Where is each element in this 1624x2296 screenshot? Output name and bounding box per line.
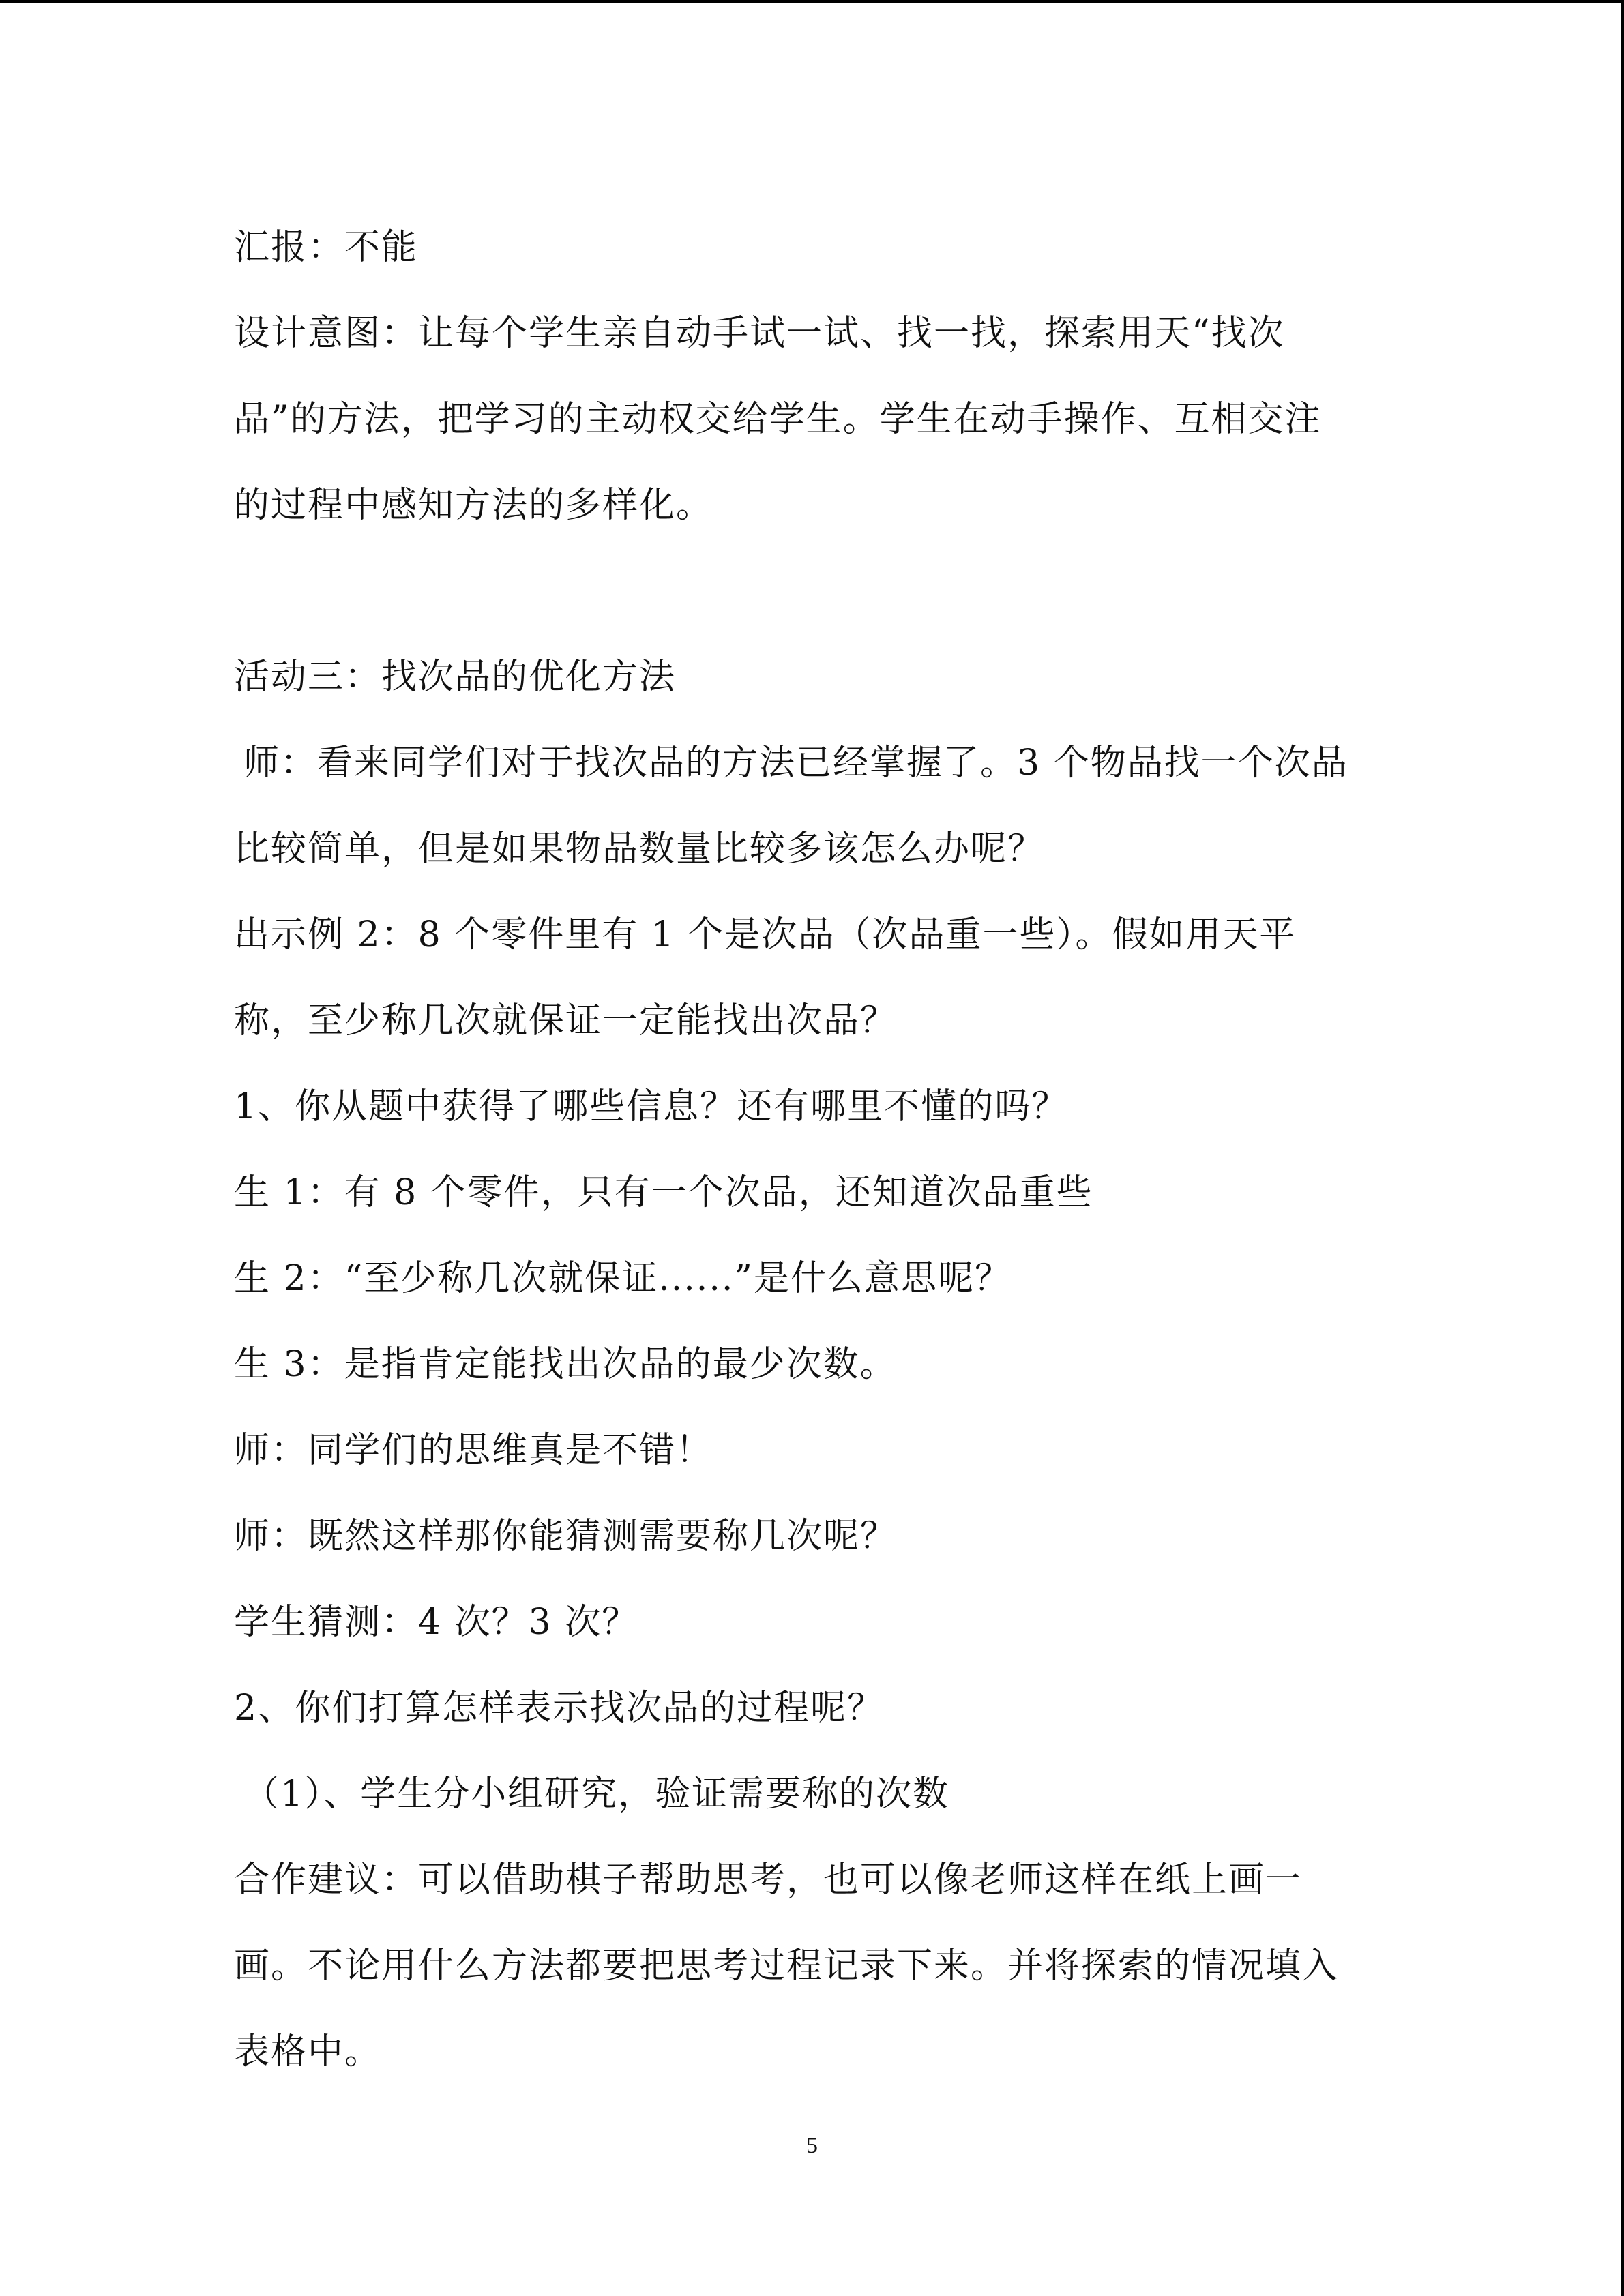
example-line-2: 称，至少称几次就保证一定能找出次品？ xyxy=(234,1000,898,1041)
teacher-question-line: 师：既然这样那你能猜测需要称几次呢？ xyxy=(234,1516,898,1557)
report-line: 汇报：不能 xyxy=(234,227,419,268)
student-2-line: 生 2：“至少称几次就保证......”是什么意思呢？ xyxy=(234,1258,1012,1299)
design-intent-line-1: 设计意图：让每个学生亲自动手试一试、找一找，探索用天“找次 xyxy=(234,313,1285,354)
design-intent-line-3: 的过程中感知方法的多样化。 xyxy=(234,485,713,526)
teacher-line-1: 师：看来同学们对于找次品的方法已经掌握了。3 个物品找一个次品 xyxy=(243,743,1348,784)
page-number: 5 xyxy=(806,2133,818,2158)
page-top-border xyxy=(0,0,1624,3)
cooperation-line-2: 画。不论用什么方法都要把思考过程记录下来。并将探索的情况填入 xyxy=(234,1945,1340,1986)
group-study-line: （1）、学生分小组研究，验证需要称的次数 xyxy=(243,1774,950,1815)
student-guess-line: 学生猜测：4 次？3 次？ xyxy=(234,1602,639,1643)
student-1-line: 生 1：有 8 个零件，只有一个次品，还知道次品重些 xyxy=(234,1172,1093,1213)
paragraph-gap xyxy=(234,548,1421,634)
question-1: 1、你从题中获得了哪些信息？还有哪里不懂的吗？ xyxy=(234,1086,1069,1127)
page-right-border xyxy=(1621,0,1624,2296)
example-line-1: 出示例 2：8 个零件里有 1 个是次品（次品重一些）。假如用天平 xyxy=(234,914,1297,955)
teacher-praise-line: 师：同学们的思维真是不错！ xyxy=(234,1430,713,1471)
document-body xyxy=(234,205,1421,2095)
activity-three-heading: 活动三：找次品的优化方法 xyxy=(234,657,677,698)
teacher-line-2: 比较简单，但是如果物品数量比较多该怎么办呢？ xyxy=(234,829,1045,869)
cooperation-line-3: 表格中。 xyxy=(234,2031,382,2072)
question-2: 2、你们打算怎样表示找次品的过程呢？ xyxy=(234,1688,885,1729)
design-intent-line-2: 品”的方法，把学习的主动权交给学生。学生在动手操作、互相交注 xyxy=(234,399,1322,440)
student-3-line: 生 3：是指肯定能找出次品的最少次数。 xyxy=(234,1344,897,1385)
cooperation-line-1: 合作建议：可以借助棋子帮助思考，也可以像老师这样在纸上画一 xyxy=(234,1860,1303,1900)
